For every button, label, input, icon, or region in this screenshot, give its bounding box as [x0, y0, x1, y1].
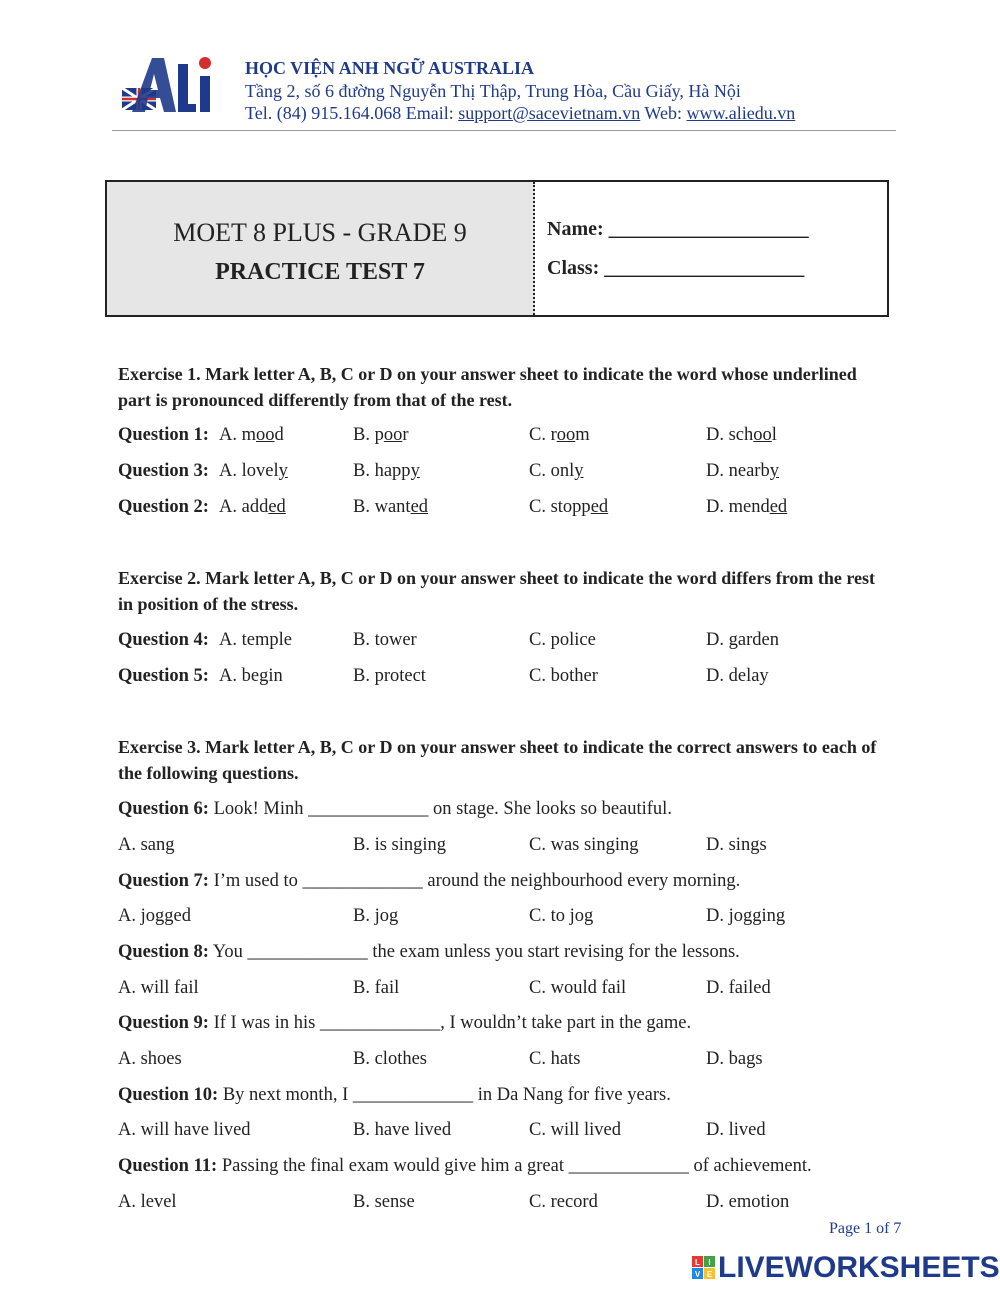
option-d[interactable]: D. sings: [706, 835, 767, 855]
institute-name: HỌC VIỆN ANH NGỮ AUSTRALIA: [245, 58, 535, 78]
option-text: C. onl: [529, 461, 575, 481]
question-10: [118, 1083, 671, 1107]
option-a[interactable]: A. sang: [118, 835, 175, 855]
underlined-part: y: [769, 461, 779, 481]
option-text: B. p: [353, 425, 384, 445]
option-text-tail: l: [771, 425, 777, 445]
option-a[interactable]: [219, 459, 288, 483]
option-c[interactable]: C. would fail: [529, 978, 627, 998]
underlined-part: ed: [590, 497, 609, 517]
underlined-part: y: [410, 461, 420, 481]
question-2: [118, 495, 209, 519]
logo-letter: L: [695, 1258, 700, 1267]
underlined-part: oo: [256, 425, 275, 445]
option-d[interactable]: D. lived: [706, 1120, 766, 1140]
question-label: Question 5:: [118, 666, 209, 686]
question-label: Question 3:: [118, 461, 209, 481]
question-label: Question 9:: [118, 1013, 209, 1033]
option-a[interactable]: [219, 495, 286, 519]
question-text: You _____________ the exam unless you start revising for the lessons.: [208, 942, 740, 962]
option-a[interactable]: A. level: [118, 1192, 177, 1212]
option-text: C. stopp: [529, 497, 591, 517]
option-b[interactable]: B. clothes: [353, 1049, 427, 1069]
name-field[interactable]: Name: ____________________: [547, 218, 809, 240]
class-field[interactable]: Class: ____________________: [547, 257, 805, 279]
option-b[interactable]: [353, 495, 428, 519]
title-panel: [107, 182, 535, 315]
option-text: D. mend: [706, 497, 770, 517]
exercise-1-instruction: Exercise 1. Mark letter A, B, C or D on your answer sheet to indicate the word whose underlined part is pronounced differently from that of the rest.: [118, 364, 857, 410]
question-label: Question 2:: [118, 497, 209, 517]
option-text: A. lovel: [219, 461, 279, 481]
question-1: [118, 423, 209, 447]
option-text: A. m: [219, 425, 256, 445]
option-text: B. happ: [353, 461, 411, 481]
question-3: [118, 459, 209, 483]
question-label: Question 10:: [118, 1085, 219, 1105]
option-c[interactable]: C. to jog: [529, 906, 594, 926]
question-4: [118, 628, 209, 652]
option-d[interactable]: [706, 459, 779, 483]
option-text: A. add: [219, 497, 269, 517]
logo-letter: V: [694, 1270, 701, 1279]
option-text: D. sch: [706, 425, 754, 445]
test-series: MOET 8 PLUS - GRADE 9: [173, 218, 467, 247]
question-label: Question 7:: [118, 871, 209, 891]
option-c[interactable]: C. will lived: [529, 1120, 621, 1140]
option-a[interactable]: A. will fail: [118, 978, 199, 998]
question-5: [118, 664, 209, 688]
option-text-tail: r: [402, 425, 409, 445]
ali-logo: [118, 50, 218, 120]
question-9: [118, 1011, 691, 1035]
tel-label: Tel. (84) 915.164.068 Email:: [245, 103, 459, 123]
email-link[interactable]: support@sacevietnam.vn: [458, 103, 641, 123]
page-number: Page 1 of 7: [829, 1220, 902, 1237]
option-text-tail: m: [575, 425, 590, 445]
underlined-part: oo: [556, 425, 576, 445]
option-d[interactable]: D. jogging: [706, 906, 786, 926]
web-label: Web:: [640, 103, 687, 123]
option-a[interactable]: A. shoes: [118, 1049, 182, 1069]
option-c[interactable]: [529, 495, 608, 519]
option-b[interactable]: B. fail: [353, 978, 400, 998]
exercise-2-instruction: Exercise 2. Mark letter A, B, C or D on your answer sheet to indicate the word differs from the rest in position of the stress.: [118, 568, 876, 614]
option-d[interactable]: [706, 495, 787, 519]
question-text: Passing the final exam would give him a great _____________ of achievement.: [217, 1156, 812, 1176]
option-a[interactable]: A. begin: [219, 666, 283, 686]
question-11: [118, 1154, 812, 1178]
underlined-part: y: [278, 461, 288, 481]
question-text: Look! Minh _____________ on stage. She looks so beautiful.: [208, 799, 672, 819]
question-6: [118, 797, 672, 821]
question-text: I’m used to _____________ around the neighbourhood every morning.: [208, 871, 741, 891]
option-b[interactable]: B. tower: [353, 630, 417, 650]
option-text: C. r: [529, 425, 557, 445]
option-text: B. want: [353, 497, 411, 517]
question-8: [118, 940, 740, 964]
option-d[interactable]: D. garden: [706, 630, 779, 650]
option-c[interactable]: C. hats: [529, 1049, 581, 1069]
question-label: Question 4:: [118, 630, 209, 650]
option-c[interactable]: C. police: [529, 630, 596, 650]
option-d[interactable]: D. bags: [706, 1049, 763, 1069]
logo-letter: I: [708, 1258, 711, 1267]
question-label: Question 6:: [118, 799, 209, 819]
underlined-part: oo: [753, 425, 772, 445]
exercise-3-instruction: Exercise 3. Mark letter A, B, C or D on your answer sheet to indicate the correct answers to each of the following questions.: [118, 737, 877, 783]
web-link[interactable]: www.aliedu.vn: [686, 103, 796, 123]
question-label: Question 8:: [118, 942, 209, 962]
option-d[interactable]: D. emotion: [706, 1192, 790, 1212]
option-c[interactable]: C. record: [529, 1192, 598, 1212]
option-a[interactable]: [219, 423, 284, 447]
header-divider: [112, 130, 896, 131]
liveworksheets-logo-icon: [692, 1256, 716, 1280]
option-c[interactable]: [529, 459, 583, 483]
title-box: [105, 180, 889, 317]
option-a[interactable]: A. jogged: [118, 906, 191, 926]
option-b[interactable]: B. protect: [353, 666, 426, 686]
option-text-tail: d: [274, 425, 284, 445]
question-7: [118, 869, 740, 893]
underlined-part: ed: [268, 497, 286, 517]
logo-letter: E: [706, 1270, 713, 1279]
institute-address: Tầng 2, số 6 đường Nguyễn Thị Thập, Trung Hòa, Cầu Giấy, Hà Nội: [245, 81, 741, 101]
contact-line: [245, 102, 795, 124]
option-b[interactable]: [353, 459, 420, 483]
option-b[interactable]: B. is singing: [353, 835, 447, 855]
liveworksheets-brand[interactable]: LIVEWORKSHEETS: [718, 1251, 1000, 1284]
option-b[interactable]: B. jog: [353, 906, 399, 926]
option-c[interactable]: [529, 423, 590, 447]
question-label: Question 11:: [118, 1156, 218, 1176]
underlined-part: oo: [383, 425, 403, 445]
underlined-part: y: [574, 461, 584, 481]
option-text: D. nearb: [706, 461, 770, 481]
underlined-part: ed: [769, 497, 788, 517]
option-a[interactable]: A. will have lived: [118, 1120, 251, 1140]
test-name: PRACTICE TEST 7: [215, 259, 425, 285]
option-b[interactable]: B. have lived: [353, 1120, 452, 1140]
underlined-part: ed: [410, 497, 429, 517]
option-b[interactable]: [353, 423, 409, 447]
option-c[interactable]: C. was singing: [529, 835, 639, 855]
option-d[interactable]: [706, 423, 777, 447]
option-b[interactable]: B. sense: [353, 1192, 415, 1212]
option-d[interactable]: D. delay: [706, 666, 769, 686]
option-a[interactable]: A. temple: [219, 630, 292, 650]
question-text: If I was in his _____________, I wouldn’t take part in the game.: [208, 1013, 692, 1033]
question-label: Question 1:: [118, 425, 209, 445]
option-d[interactable]: D. failed: [706, 978, 771, 998]
question-text: By next month, I _____________ in Da Nang for five years.: [218, 1085, 671, 1105]
option-c[interactable]: C. bother: [529, 666, 598, 686]
